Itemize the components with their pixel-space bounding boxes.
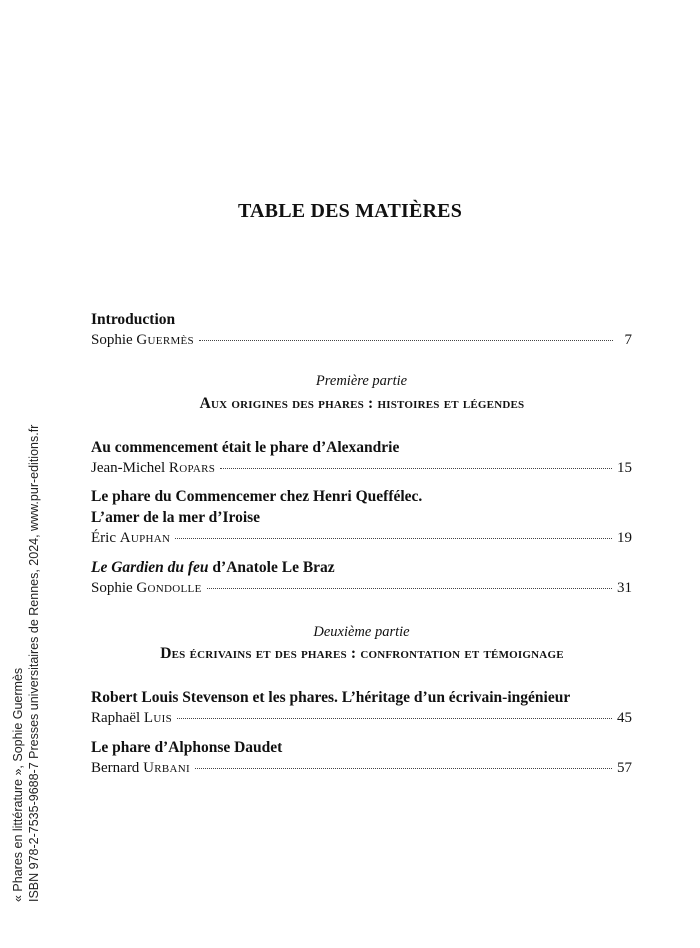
entry-title-italic: Le Gardien du feu xyxy=(91,559,209,576)
author-name: Raphaël Luis xyxy=(91,710,172,726)
page-number: 31 xyxy=(617,580,632,596)
dot-leader xyxy=(199,339,613,341)
author-name: Jean-Michel Ropars xyxy=(91,460,216,476)
entry-title-rest: d’Anatole Le Braz xyxy=(208,559,335,576)
side-citation xyxy=(10,425,42,902)
entry-author-line xyxy=(91,758,632,779)
entry-author-line xyxy=(91,708,632,729)
entry-title: Le phare d’Alphonse Daudet xyxy=(91,739,283,756)
author-name: Sophie Gondolle xyxy=(91,580,202,596)
dot-leader xyxy=(207,587,612,589)
part-label-1: Première partie xyxy=(315,373,408,389)
toc-entry xyxy=(91,557,632,599)
author-name: Sophie Guermès xyxy=(91,332,194,348)
entry-title: Introduction xyxy=(91,311,176,328)
page-title: TABLE DES MATIÈRES xyxy=(237,200,463,222)
entry-author-line xyxy=(91,528,632,549)
page-number: 19 xyxy=(617,530,632,546)
entry-title-line-1: Le phare du Commencemer chez Henri Queffélec. xyxy=(91,488,423,505)
dot-leader xyxy=(175,537,612,539)
page-number: 57 xyxy=(617,760,632,776)
author-name: Bernard Urbani xyxy=(91,760,190,776)
toc-entry xyxy=(91,486,632,549)
entry-title xyxy=(91,557,632,578)
toc-entry xyxy=(91,687,632,729)
page-number: 15 xyxy=(617,460,632,476)
entry-title: Au commencement était le phare d’Alexandrie xyxy=(91,439,400,456)
toc-entry xyxy=(91,737,632,779)
dot-leader xyxy=(195,767,612,769)
toc-entry xyxy=(91,437,632,479)
side-citation-line-2: ISBN 978-2-7535-9688-7 Presses universitaires de Rennes, 2024, www.pur-editions.fr xyxy=(27,424,41,902)
entry-title-line-2: L’amer de la mer d’Iroise xyxy=(91,509,261,526)
part-label-2: Deuxième partie xyxy=(313,624,410,640)
page-number: 45 xyxy=(617,710,632,726)
dot-leader xyxy=(220,467,612,469)
entry-author-line xyxy=(91,578,632,599)
entry-author-line xyxy=(91,330,632,351)
dot-leader xyxy=(177,717,612,719)
side-citation-line-1: « Phares en littérature », Sophie Guermès xyxy=(11,667,25,902)
author-name: Éric Auphan xyxy=(91,530,171,546)
toc-entry-introduction xyxy=(91,309,632,351)
page-number: 7 xyxy=(624,332,632,348)
part-title-2: Des écrivains et des phares : confrontation et témoignage xyxy=(160,645,564,662)
entry-author-line xyxy=(91,458,632,479)
part-title-1: Aux origines des phares : histoires et légendes xyxy=(199,395,525,412)
entry-title: Robert Louis Stevenson et les phares. L’héritage d’un écrivain-ingénieur xyxy=(91,689,571,706)
